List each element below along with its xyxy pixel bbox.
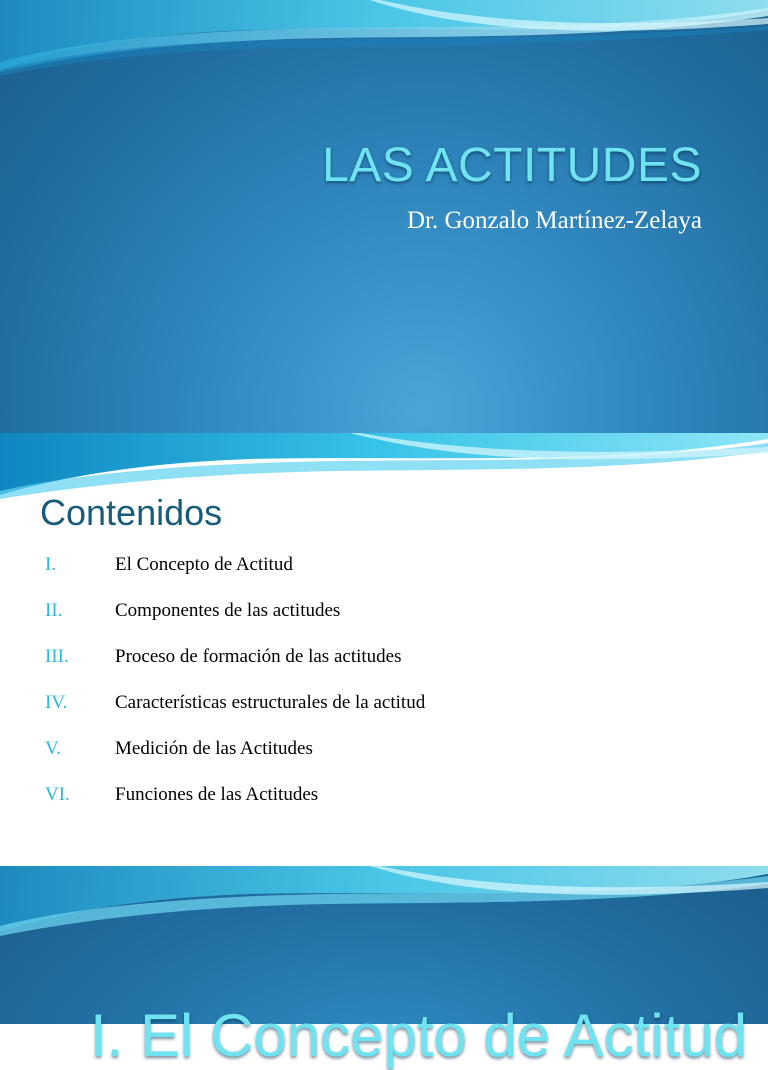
presentation-author: Dr. Gonzalo Martínez-Zelaya — [406, 207, 702, 234]
list-item — [0, 646, 768, 672]
item-numeral: V. — [45, 738, 62, 759]
list-item — [0, 784, 768, 810]
item-text: Proceso de formación de las actitudes — [115, 646, 402, 667]
item-text: Medición de las Actitudes — [115, 738, 313, 759]
item-text: Funciones de las Actitudes — [115, 784, 319, 805]
item-text: El Concepto de Actitud — [115, 554, 293, 575]
concept-slide — [0, 866, 768, 1069]
wave-decoration — [0, 0, 768, 90]
item-text: Componentes de las actitudes — [115, 600, 341, 621]
item-numeral: III. — [45, 646, 69, 667]
item-numeral: II. — [45, 600, 63, 621]
presentation-title: LAS ACTITUDES — [322, 139, 702, 192]
list-item — [0, 692, 768, 718]
title-slide — [0, 0, 768, 433]
item-numeral: VI. — [45, 784, 70, 805]
wave-decoration — [0, 866, 768, 946]
item-text: Características estructurales de la actitud — [115, 692, 426, 713]
slide-title: I. El Concepto de Actitud — [90, 1002, 748, 1069]
item-numeral: I. — [45, 554, 57, 575]
list-item — [0, 738, 768, 764]
item-numeral: IV. — [45, 692, 68, 713]
list-item — [0, 554, 768, 580]
list-item — [0, 600, 768, 626]
contents-heading: Contenidos — [40, 492, 223, 533]
